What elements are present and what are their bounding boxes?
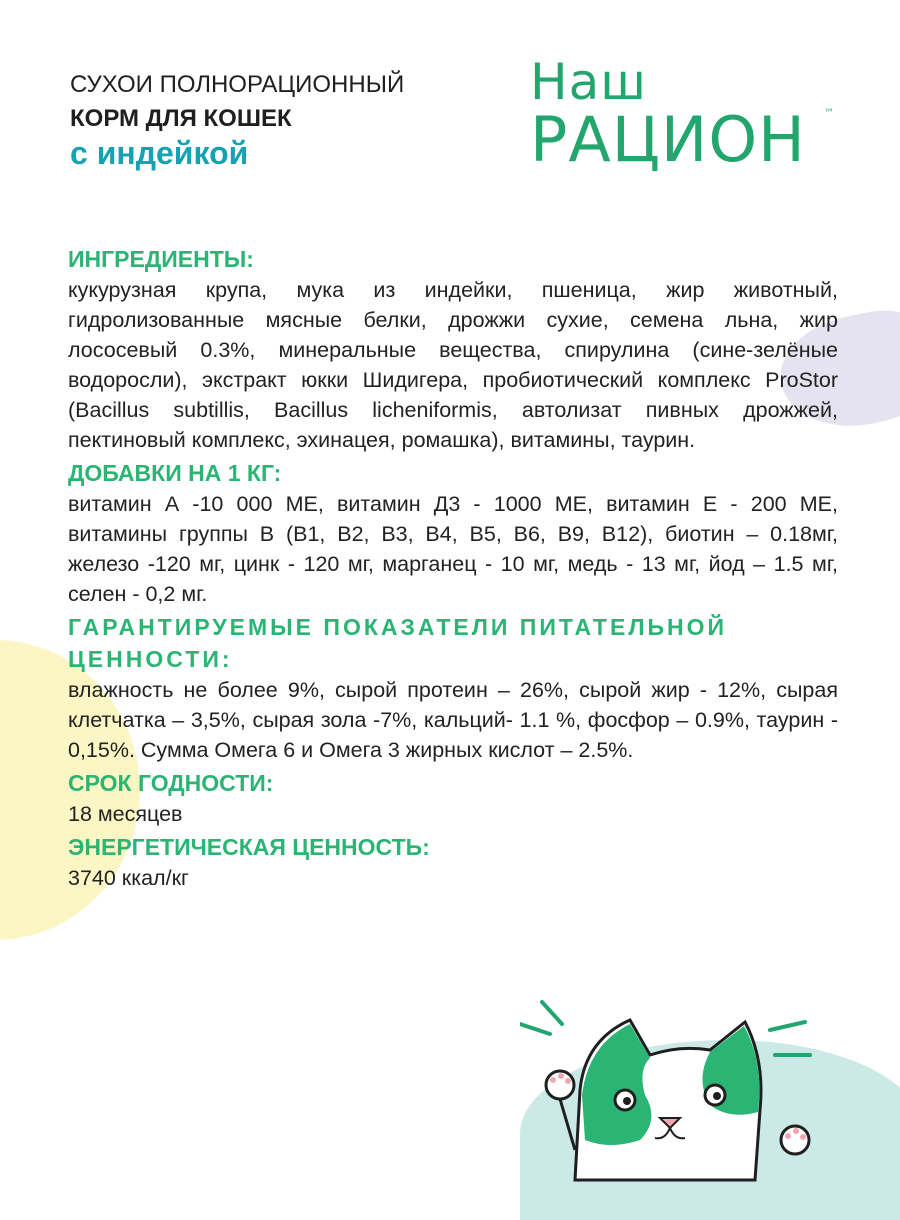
trademark-mark: ™ — [824, 108, 834, 119]
header-line-2: КОРМ ДЛЯ КОШЕК — [70, 105, 292, 132]
cat-illustration — [520, 1000, 820, 1200]
brand-logo — [530, 53, 834, 176]
shelf-life-title: СРОК ГОДНОСТИ: — [68, 770, 274, 796]
product-info — [68, 243, 838, 895]
additives-title: ДОБАВКИ НА 1 КГ: — [68, 460, 282, 486]
ingredients-text: кукурузная крупа, мука из индейки, пшеница, жир животный, гидролизованные мясные белки, дрожжи сухие, семена льна, жир лососевый 0.3%, минеральные вещества, спирулина (сине-зелёные водоросли), экстракт юкки Шидигера, пробиотический комплекс ProStor (Bacillus subtillis, Bacillus licheniformis, автолизат пивных дрожжей, пектиновый комплекс, эхинацея, ромашка), витамины, таурин. — [68, 278, 838, 452]
energy-title: ЭНЕРГЕТИЧЕСКАЯ ЦЕННОСТЬ: — [68, 834, 430, 860]
logo-word-bottom: РАЦИОН — [530, 103, 806, 176]
shelf-life-text: 18 месяцев — [68, 802, 183, 826]
nutrition-text: влажность не более 9%, сырой протеин – 26%, сырой жир - 12%, сырая клетчатка – 3,5%, сырая зола -7%, кальций- 1.1 %, фосфор – 0.9%, таурин - 0,15%. Сумма Омега 6 и Омега 3 жирных кислот – 2.5%. — [68, 678, 838, 762]
nutrition-title: ГАРАНТИРУЕМЫЕ ПОКАЗАТЕЛИ ПИТАТЕЛЬНОЙ ЦЕННОСТИ: — [68, 614, 728, 672]
logo-word-top: Наш — [530, 53, 647, 111]
energy-text: 3740 ккал/кг — [68, 866, 189, 890]
additives-text: витамин А -10 000 МЕ, витамин Д3 - 1000 МЕ, витамин Е - 200 МЕ, витамины группы В (В1, В2, В3, В4, В5, В6, В9, В12), биотин – 0.18мг, железо -120 мг, цинк - 120 мг, марганец - 10 мг, медь - 13 мг, йод – 1.5 мг, селен - 0,2 мг. — [68, 492, 838, 606]
ingredients-title: ИНГРЕДИЕНТЫ: — [68, 246, 254, 272]
product-header — [70, 68, 404, 170]
header-line-1: СУХОИ ПОЛНОРАЦИОННЫЙ — [70, 71, 405, 98]
header-flavor: с индейкой — [70, 135, 249, 171]
